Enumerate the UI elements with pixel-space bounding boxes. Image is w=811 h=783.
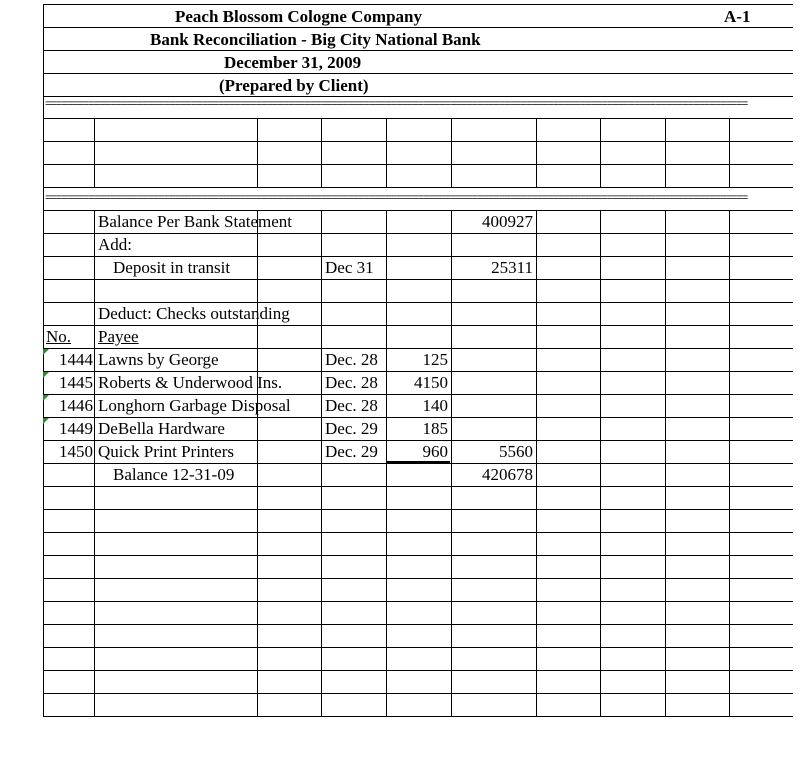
check-amount[interactable]: 4150 [414,373,448,392]
grid-vline [729,118,730,187]
grid-vline [600,118,601,187]
report-title[interactable]: Bank Reconciliation - Big City National Bank [150,30,481,49]
grid-hline [43,509,793,510]
check-amount[interactable]: 125 [422,350,448,369]
grid-hline [43,624,793,625]
check-number[interactable]: 1445 [59,373,93,392]
grid-vline [257,118,258,187]
grid-hline [43,279,793,280]
deposit-in-transit-label[interactable]: Deposit in transit [113,258,231,277]
deposit-in-transit-date[interactable]: Dec 31 [325,258,374,277]
grid-vline [257,210,258,717]
check-payee[interactable]: DeBella Hardware [98,419,225,438]
check-payee[interactable]: Roberts & Underwood Ins. [98,373,283,392]
check-amount[interactable]: 960 [422,442,448,461]
check-number[interactable]: 1449 [59,419,93,438]
deposit-in-transit-value[interactable]: 25311 [491,258,533,277]
grid-vline [600,210,601,717]
check-payee[interactable]: Lawns by George [98,350,219,369]
total-underline [452,486,534,487]
grid-hline [43,578,793,579]
check-date[interactable]: Dec. 28 [325,373,378,392]
add-label[interactable]: Add: [98,235,132,254]
grid-vline [321,210,322,717]
grid-hline [43,532,793,533]
grid-vline [386,210,387,717]
check-payee[interactable]: Quick Print Printers [98,442,234,461]
grid-hline [43,4,793,5]
checks-total-value[interactable]: 5560 [499,442,533,461]
final-balance-value[interactable]: 420678 [482,465,533,484]
grid-vline [451,118,452,187]
check-number[interactable]: 1446 [59,396,93,415]
grid-vline [665,210,666,717]
check-number[interactable]: 1444 [59,350,93,369]
column-payee-header[interactable]: Payee [98,327,139,346]
check-date[interactable]: Dec. 29 [325,442,378,461]
check-number[interactable]: 1450 [59,442,93,461]
check-amount[interactable]: 185 [422,419,448,438]
grid-hline [43,693,793,694]
grid-hline [43,647,793,648]
grid-hline [43,325,793,326]
grid-hline [43,716,793,717]
grid-vline [536,210,537,717]
grid-vline [321,118,322,187]
grid-vline [386,118,387,187]
grid-hline [43,601,793,602]
grid-hline [43,670,793,671]
check-date[interactable]: Dec. 29 [325,419,378,438]
check-amount[interactable]: 140 [422,396,448,415]
balance-per-bank-value[interactable]: 400927 [482,212,533,231]
check-date[interactable]: Dec. 28 [325,396,378,415]
column-no-header[interactable]: No. [46,327,72,346]
prepared-by[interactable]: (Prepared by Client) [219,76,369,95]
report-date[interactable]: December 31, 2009 [224,53,362,72]
separator-top: ================================================================================================================================== [45,101,748,109]
grid-vline [43,4,44,717]
check-payee[interactable]: Longhorn Garbage Disposal [98,396,291,415]
workpaper-ref[interactable]: A-1 [724,7,751,26]
grid-vline [536,118,537,187]
grid-vline [94,118,95,187]
grid-hline [43,486,793,487]
grid-hline [43,233,793,234]
check-date[interactable]: Dec. 28 [325,350,378,369]
final-balance-label[interactable]: Balance 12-31-09 [113,465,235,484]
grid-hline [43,96,793,97]
balance-per-bank-label[interactable]: Balance Per Bank Statement [98,212,293,231]
grid-hline [43,73,793,74]
grid-hline [43,555,793,556]
grid-hline [43,187,793,188]
grid-hline [43,118,793,119]
deduct-checks-label[interactable]: Deduct: Checks outstanding [98,304,290,323]
grid-hline [43,141,793,142]
company-name[interactable]: Peach Blossom Cologne Company [175,7,422,26]
grid-hline [43,164,793,165]
grid-vline [665,118,666,187]
separator-middle: ================================================================================================================================== [45,195,748,203]
grid-vline [729,210,730,717]
grid-vline [94,210,95,717]
